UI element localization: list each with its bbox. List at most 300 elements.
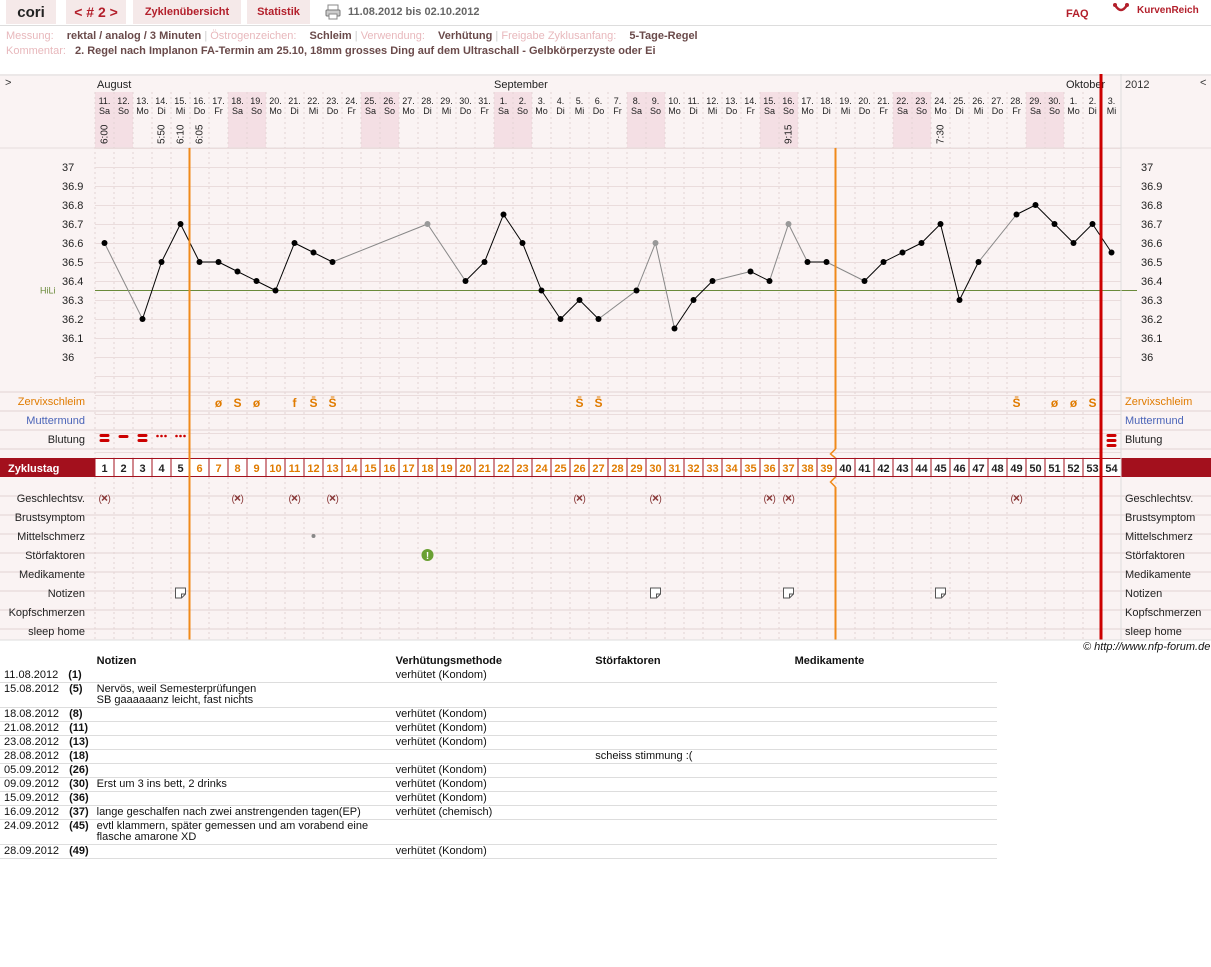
- mucus-symbol[interactable]: S̄: [328, 396, 337, 410]
- row-label-left: Störfaktoren: [25, 550, 85, 562]
- svg-text:(: (: [98, 494, 102, 505]
- note-text: [93, 722, 392, 736]
- temp-point[interactable]: [501, 212, 507, 218]
- note-medication: [791, 708, 997, 722]
- note-method: verhütet (Kondom): [392, 722, 592, 736]
- temp-point[interactable]: [292, 240, 298, 246]
- weekday-label: Mo: [1067, 106, 1080, 116]
- temp-point[interactable]: [1052, 221, 1058, 227]
- note-disturbance: [591, 722, 790, 736]
- weekday-label: Sa: [98, 106, 111, 116]
- note-medication: [791, 806, 997, 820]
- row-label-left: Brustsymptom: [14, 512, 85, 524]
- svg-text:(: (: [573, 494, 577, 505]
- date-label: 29.: [440, 96, 453, 106]
- weekday-label: Do: [459, 106, 472, 116]
- temp-point[interactable]: [1109, 250, 1115, 256]
- temp-point[interactable]: [919, 240, 925, 246]
- kommentar-label: Kommentar:: [6, 45, 66, 57]
- cycle-day-number: 10: [269, 463, 282, 475]
- oestrogen-label: Östrogenzeichen:: [210, 30, 297, 42]
- temp-point[interactable]: [197, 259, 203, 265]
- note-date-cell: [0, 845, 93, 859]
- note-cycle-day: (5): [69, 683, 83, 695]
- cycle-day-number: 43: [896, 463, 909, 475]
- cycle-day-number: 12: [307, 463, 320, 475]
- note-date-cell: [0, 778, 93, 792]
- temp-point[interactable]: [938, 221, 944, 227]
- y-tick-left: 36.5: [62, 257, 84, 269]
- weekday-label: Di: [556, 106, 565, 116]
- date-label: 10.: [668, 96, 681, 106]
- svg-text:(: (: [782, 494, 786, 505]
- note-disturbance: [591, 669, 790, 683]
- svg-text:): ): [1019, 494, 1023, 505]
- weekday-label: Fr: [347, 106, 356, 116]
- note-medication: [791, 778, 997, 792]
- note-cycle-day: (30): [69, 778, 89, 790]
- top-bar: [0, 0, 1211, 26]
- note-disturbance: [591, 683, 790, 708]
- temp-point[interactable]: [691, 297, 697, 303]
- temp-point[interactable]: [1033, 202, 1039, 208]
- note-date: 15.08.2012: [4, 683, 60, 695]
- weekday-label: Mo: [668, 106, 681, 116]
- date-label: 30.: [459, 96, 472, 106]
- mucus-symbol[interactable]: S: [233, 396, 242, 410]
- date-label: 18.: [820, 96, 833, 106]
- y-tick-left: 36.7: [62, 219, 84, 231]
- cycle-navigation[interactable]: < # 2 >: [66, 0, 126, 24]
- note-method: [392, 820, 592, 845]
- y-tick-right: 36.1: [1141, 333, 1163, 345]
- verwendung-value: Verhütung: [437, 30, 493, 42]
- svg-text:(: (: [763, 494, 767, 505]
- mucus-symbol[interactable]: ø: [214, 396, 223, 410]
- note-date: 23.08.2012: [4, 736, 60, 748]
- temp-point[interactable]: [786, 221, 792, 227]
- note-date: 15.09.2012: [4, 792, 60, 804]
- note-method: verhütet (Kondom): [392, 708, 592, 722]
- cycle-chart: [0, 74, 1211, 642]
- date-label: 19.: [839, 96, 852, 106]
- y-tick-right: 36.2: [1141, 314, 1163, 326]
- notes-table: [0, 653, 997, 859]
- date-label: 2.: [518, 96, 527, 106]
- weekday-label: Mo: [934, 106, 947, 116]
- freigabe-value: 5-Tage-Regel: [629, 30, 698, 42]
- date-label: 31.: [478, 96, 491, 106]
- temp-point[interactable]: [539, 288, 545, 294]
- temp-point[interactable]: [311, 250, 317, 256]
- measurement-info: Messung: rektal / analog / 3 Minuten | Östrogenzeichen: Schleim | Verwendung: Verhütung | Freigabe Zyklusanfang: 5-Tage-Regel: [6, 30, 698, 42]
- date-label: 20.: [269, 96, 282, 106]
- temp-point[interactable]: [273, 288, 279, 294]
- temp-point[interactable]: [900, 250, 906, 256]
- note-date-cell: [0, 708, 93, 722]
- cycle-day-number: 18: [421, 463, 434, 475]
- logo-text[interactable]: KurvenReich: [1137, 5, 1199, 16]
- messung-label: Messung:: [6, 30, 54, 42]
- bleeding-marker[interactable]: [119, 435, 129, 438]
- y-tick-left: 36.1: [62, 333, 84, 345]
- weekday-label: Di: [290, 106, 299, 116]
- note-medication: [791, 669, 997, 683]
- weekday-label: So: [649, 106, 662, 116]
- printer-icon[interactable]: [325, 4, 341, 20]
- temp-point[interactable]: [1071, 240, 1077, 246]
- mucus-symbol[interactable]: S: [1088, 396, 1097, 410]
- note-disturbance: [591, 792, 790, 806]
- svg-text:): ): [772, 494, 776, 505]
- note-row: [0, 736, 997, 750]
- note-date: 28.08.2012: [4, 750, 60, 762]
- cycle-day-number: 20: [459, 463, 472, 475]
- y-tick-left: 36.9: [62, 181, 84, 193]
- logo-icon: [1112, 2, 1130, 18]
- row-label-right: Mittelschmerz: [1125, 531, 1193, 543]
- cycle-day-number: 21: [478, 463, 491, 475]
- note-medication: [791, 792, 997, 806]
- weekday-label: So: [782, 106, 795, 116]
- header-medication: Medikamente: [794, 655, 865, 667]
- temp-point[interactable]: [653, 240, 659, 246]
- y-tick-left: 36.4: [62, 276, 84, 288]
- cycle-day-number: 44: [915, 463, 928, 475]
- note-text: [93, 750, 392, 764]
- note-text: [93, 764, 392, 778]
- cycle-day-number: 7: [215, 463, 222, 475]
- tab-statistics[interactable]: Statistik: [247, 0, 310, 24]
- temp-point[interactable]: [558, 316, 564, 322]
- date-label: 26.: [972, 96, 985, 106]
- note-text: Erst um 3 ins bett, 2 drinks: [93, 778, 392, 792]
- cycle-day-number: 1: [101, 463, 108, 475]
- notes-header-row: [0, 653, 997, 669]
- weekday-label: Mo: [402, 106, 415, 116]
- date-label: 11.: [687, 96, 700, 106]
- temp-point[interactable]: [520, 240, 526, 246]
- row-label-right: Notizen: [1125, 588, 1163, 600]
- mucus-symbol[interactable]: S̄: [309, 396, 318, 410]
- note-method: verhütet (Kondom): [392, 736, 592, 750]
- date-range: 11.08.2012 bis 02.10.2012: [348, 6, 480, 18]
- weekday-label: So: [250, 106, 263, 116]
- date-label: 8.: [632, 96, 641, 106]
- row-label-left: Mittelschmerz: [17, 531, 85, 543]
- note-disturbance: [591, 736, 790, 750]
- date-label: 9.: [651, 96, 660, 106]
- cycle-day-number: 11: [288, 463, 301, 475]
- date-label: 28.: [421, 96, 434, 106]
- row-label-right: Medikamente: [1125, 569, 1192, 581]
- note-date-cell: [0, 792, 93, 806]
- freigabe-label: Freigabe Zyklusanfang:: [501, 30, 617, 42]
- temp-point[interactable]: [482, 259, 488, 265]
- cycle-day-number: 53: [1086, 463, 1099, 475]
- comment-info: [6, 45, 656, 57]
- note-row: [0, 750, 997, 764]
- svg-text:): ): [240, 494, 244, 505]
- verwendung-label: Verwendung:: [360, 30, 425, 42]
- temp-point[interactable]: [767, 278, 773, 284]
- date-label: 13.: [136, 96, 149, 106]
- date-label: 12.: [706, 96, 719, 106]
- weekday-label: Do: [858, 106, 871, 116]
- weekday-label: Mo: [269, 106, 282, 116]
- date-label: 1.: [1069, 96, 1078, 106]
- kommentar-value: 2. Regel nach Implanon FA-Termin am 25.10, 18mm grosses Ding auf dem Ultraschall - Gelbkörperzyste oder Ei: [74, 45, 656, 57]
- row-label-left: Notizen: [47, 588, 85, 600]
- date-label: 5.: [575, 96, 584, 106]
- temp-point[interactable]: [463, 278, 469, 284]
- y-tick-right: 36.8: [1141, 200, 1163, 212]
- temp-point[interactable]: [957, 297, 963, 303]
- note-text: [93, 708, 392, 722]
- date-label: 28.: [1010, 96, 1023, 106]
- row-label-right: sleep home: [1125, 626, 1182, 638]
- copyright: © http://www.nfp-forum.de: [1083, 641, 1211, 653]
- cycle-day-number: 6: [196, 463, 203, 475]
- cycle-day-number: 51: [1048, 463, 1061, 475]
- note-cycle-day: (37): [69, 806, 89, 818]
- note-cycle-day: (49): [69, 845, 89, 857]
- measure-time: 6:00: [99, 124, 111, 144]
- y-tick-right: 36.5: [1141, 257, 1163, 269]
- weekday-label: Mi: [308, 106, 319, 116]
- temp-point[interactable]: [976, 259, 982, 265]
- temp-point[interactable]: [805, 259, 811, 265]
- y-tick-left: 36: [62, 352, 75, 364]
- note-date-cell: [0, 750, 93, 764]
- note-cycle-day: (13): [69, 736, 89, 748]
- mucus-symbol[interactable]: S̄: [1012, 396, 1021, 410]
- note-text: lange geschalfen nach zwei anstrengenden tagen(EP): [93, 806, 392, 820]
- cycle-day-number: 5: [177, 463, 184, 475]
- note-text: Nervös, weil Semesterprüfungen SB gaaaaaanz leicht, fast nichts: [93, 683, 392, 708]
- cycle-day-number: 30: [649, 463, 662, 475]
- mucus-symbol[interactable]: ø: [1069, 396, 1078, 410]
- note-cycle-day: (45): [69, 820, 89, 832]
- temp-point[interactable]: [235, 269, 241, 275]
- row-label-left: Muttermund: [26, 415, 85, 427]
- svg-text:(: (: [326, 494, 330, 505]
- cycle-day-number: 31: [668, 463, 681, 475]
- cycle-day-number: 46: [953, 463, 966, 475]
- date-label: 30.: [1048, 96, 1061, 106]
- weekday-label: So: [1048, 106, 1061, 116]
- date-label: 14.: [155, 96, 168, 106]
- weekday-label: Sa: [763, 106, 776, 116]
- note-cycle-day: (26): [69, 764, 89, 776]
- tab-cycle-overview[interactable]: Zyklenübersicht: [133, 0, 241, 24]
- date-label: 3.: [537, 96, 546, 106]
- note-row: [0, 845, 997, 859]
- weekday-label: Sa: [1029, 106, 1042, 116]
- note-row: [0, 820, 997, 845]
- note-row: [0, 669, 997, 683]
- weekday-label: Fr: [1012, 106, 1021, 116]
- temp-point[interactable]: [178, 221, 184, 227]
- bleeding-marker[interactable]: [156, 435, 167, 438]
- note-disturbance: scheiss stimmung :(: [591, 750, 790, 764]
- row-label-left: Kopfschmerzen: [8, 607, 85, 619]
- temp-point[interactable]: [881, 259, 887, 265]
- weekday-label: Mi: [1106, 106, 1117, 116]
- date-label: 25.: [364, 96, 377, 106]
- note-date: 11.08.2012: [4, 669, 59, 681]
- temp-point[interactable]: [748, 269, 754, 275]
- temp-point[interactable]: [577, 297, 583, 303]
- weekday-label: Mi: [707, 106, 718, 116]
- temp-point[interactable]: [672, 326, 678, 332]
- note-cycle-day: (8): [69, 708, 83, 720]
- temp-point[interactable]: [1090, 221, 1096, 227]
- date-label: 2.: [1088, 96, 1097, 106]
- date-label: 6.: [594, 96, 603, 106]
- cycle-day-number: 3: [139, 463, 146, 475]
- weekday-label: Mo: [136, 106, 149, 116]
- cycle-day-number: 2: [120, 463, 127, 475]
- messung-value: rektal / analog / 3 Minuten: [66, 30, 202, 42]
- temp-point[interactable]: [862, 278, 868, 284]
- temp-point[interactable]: [254, 278, 260, 284]
- date-label: 14.: [744, 96, 757, 106]
- note-method: verhütet (Kondom): [392, 845, 592, 859]
- weekday-label: Do: [991, 106, 1004, 116]
- y-tick-right: 36: [1141, 352, 1154, 364]
- row-label-left: Blutung: [47, 434, 85, 446]
- cycle-day-number: 27: [592, 463, 605, 475]
- date-label: 16.: [782, 96, 795, 106]
- cycle-day-label: Zyklustag: [8, 463, 60, 475]
- cycle-day-number: 37: [782, 463, 795, 475]
- cycle-day-number: 26: [573, 463, 586, 475]
- weekday-label: So: [516, 106, 529, 116]
- temp-point[interactable]: [425, 221, 431, 227]
- svg-text:(: (: [288, 494, 292, 505]
- y-tick-right: 37: [1141, 162, 1154, 174]
- cycle-day-number: 42: [877, 463, 890, 475]
- temp-point[interactable]: [634, 288, 640, 294]
- svg-text:): ): [335, 494, 339, 505]
- date-label: 15.: [763, 96, 776, 106]
- temp-point[interactable]: [102, 240, 108, 246]
- weekday-label: Mi: [574, 106, 585, 116]
- nav-right-arrow[interactable]: <: [1200, 77, 1207, 89]
- note-date: 09.09.2012: [4, 778, 60, 790]
- faq-link[interactable]: FAQ: [1066, 8, 1089, 20]
- note-medication: [791, 845, 997, 859]
- note-method: verhütet (chemisch): [392, 806, 592, 820]
- svg-text:): ): [658, 494, 662, 505]
- svg-text:(: (: [231, 494, 235, 505]
- y-tick-right: 36.4: [1141, 276, 1163, 288]
- note-cycle-day: (1): [68, 669, 82, 681]
- svg-text:): ): [791, 494, 795, 505]
- temp-point[interactable]: [330, 259, 336, 265]
- note-disturbance: [591, 820, 790, 845]
- mucus-symbol[interactable]: ø: [1050, 396, 1059, 410]
- mucus-symbol[interactable]: S̄: [594, 396, 603, 410]
- mucus-symbol[interactable]: ø: [252, 396, 261, 410]
- cycle-day-number: 52: [1067, 463, 1080, 475]
- temp-point[interactable]: [140, 316, 146, 322]
- row-label-right: Blutung: [1125, 434, 1163, 446]
- weekday-label: Fr: [613, 106, 622, 116]
- cycle-day-number: 47: [972, 463, 985, 475]
- note-disturbance: [591, 708, 790, 722]
- temp-point[interactable]: [596, 316, 602, 322]
- cycle-day-number: 23: [516, 463, 529, 475]
- month-label: September: [494, 79, 548, 91]
- cycle-day-number: 45: [934, 463, 947, 475]
- weekday-label: Sa: [364, 106, 377, 116]
- cycle-day-number: 38: [801, 463, 814, 475]
- date-label: 19.: [250, 96, 263, 106]
- measure-time: 5:50: [156, 124, 168, 144]
- row-label-right: Brustsymptom: [1125, 512, 1196, 524]
- note-disturbance: [591, 764, 790, 778]
- cycle-day-number: 41: [858, 463, 871, 475]
- note-date: 18.08.2012: [4, 708, 60, 720]
- hili-label: HiLi: [40, 285, 56, 296]
- note-row: [0, 806, 997, 820]
- temp-point[interactable]: [824, 259, 830, 265]
- date-label: 15.: [174, 96, 187, 106]
- date-label: 16.: [193, 96, 206, 106]
- row-label-right: Störfaktoren: [1125, 550, 1185, 562]
- header-method: Verhütungsmethode: [395, 655, 502, 667]
- date-label: 22.: [307, 96, 320, 106]
- weekday-label: Di: [822, 106, 831, 116]
- note-medication: [791, 750, 997, 764]
- svg-text:): ): [582, 494, 586, 505]
- note-row: [0, 683, 997, 708]
- temp-point[interactable]: [216, 259, 222, 265]
- oestrogen-value: Schleim: [309, 30, 352, 42]
- weekday-label: Mi: [973, 106, 984, 116]
- note-row: [0, 778, 997, 792]
- bleeding-marker[interactable]: [1107, 434, 1117, 447]
- mucus-symbol[interactable]: S̄: [575, 396, 584, 410]
- note-medication: [791, 820, 997, 845]
- temp-point[interactable]: [159, 259, 165, 265]
- mucus-symbol[interactable]: f: [292, 396, 297, 410]
- mittelschmerz-marker[interactable]: [312, 534, 316, 538]
- cycle-day-number: 24: [535, 463, 548, 475]
- cycle-day-number: 17: [402, 463, 415, 475]
- bleeding-marker[interactable]: [175, 435, 186, 438]
- nav-left-arrow[interactable]: >: [5, 77, 12, 89]
- temp-point[interactable]: [1014, 212, 1020, 218]
- note-date-cell: [0, 683, 93, 708]
- note-medication: [791, 683, 997, 708]
- svg-text:!: !: [425, 551, 430, 562]
- weekday-label: Sa: [497, 106, 510, 116]
- row-label-left: Geschlechtsv.: [16, 493, 85, 505]
- temp-point[interactable]: [710, 278, 716, 284]
- weekday-label: Di: [689, 106, 698, 116]
- year-label: 2012: [1125, 79, 1150, 91]
- note-row: [0, 708, 997, 722]
- weekday-label: Sa: [896, 106, 909, 116]
- cycle-day-number: 25: [554, 463, 567, 475]
- note-date: 24.09.2012: [4, 820, 60, 832]
- date-label: 20.: [858, 96, 871, 106]
- cycle-day-number: 22: [497, 463, 510, 475]
- note-medication: [791, 736, 997, 750]
